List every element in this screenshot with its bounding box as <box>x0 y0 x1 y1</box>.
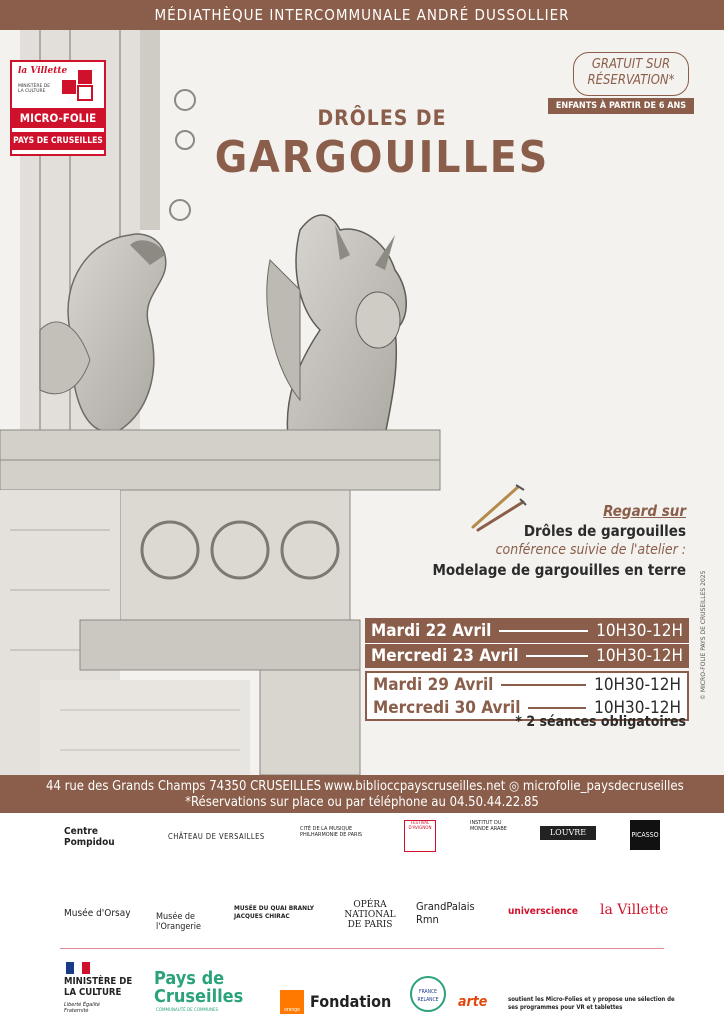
cruseilles-logo: Cruseilles <box>154 986 244 1007</box>
partner-universcience: universcience <box>508 906 579 917</box>
partner-grandpalais: GrandPalais Rmn <box>416 900 475 926</box>
schedule-time: 10H30-12H <box>596 646 683 666</box>
regard-label: Regard sur <box>603 502 686 520</box>
instagram-label: microfolie_paysdecruseilles <box>522 779 684 794</box>
info-bar <box>0 775 724 813</box>
france-flag-icon <box>66 962 90 974</box>
instagram-handle[interactable] <box>509 779 684 794</box>
header-title: MÉDIATHÈQUE INTERCOMMUNALE ANDRÉ DUSSOLLIER <box>154 6 570 24</box>
arte-support-text: soutient les Micro-Folies et y propose une sélection de ses programmes pour VR et tablettes <box>508 996 675 1011</box>
header-bar <box>0 0 724 30</box>
schedule-row <box>365 618 689 643</box>
ministry-culture-logo: MINISTÈRE DE LA CULTURE <box>64 976 133 998</box>
title-line1: DRÔLES DE <box>317 106 447 130</box>
poster-area <box>0 30 724 775</box>
schedule-day: Mardi 29 Avril <box>373 674 494 695</box>
website-link[interactable]: www.biblioccpayscruseilles.net <box>324 779 506 794</box>
event-name: Drôles de gargouilles <box>523 522 686 540</box>
instagram-icon: ◎ <box>509 779 523 794</box>
address: 44 rue des Grands Champs 74350 CRUSEILLES <box>46 779 322 794</box>
schedule-row <box>365 671 689 696</box>
arte-logo: arte <box>458 994 488 1010</box>
schedule-time: 10H30-12H <box>594 697 681 718</box>
schedule-table <box>365 618 689 721</box>
pays-de-logo: Pays de <box>154 968 225 989</box>
ministry-motto: Liberté Égalité Fraternité <box>64 1002 100 1014</box>
badge-line2: RÉSERVATION* <box>587 73 675 88</box>
pays-subtitle: COMMUNAUTÉ DE COMMUNES <box>156 1008 219 1013</box>
partner-versailles: CHÂTEAU DE VERSAILLES <box>168 832 265 841</box>
schedule-day: Mercredi 30 Avril <box>373 697 521 718</box>
partner-philharmonie: CITÉ DE LA MUSIQUE PHILHARMONIE DE PARIS <box>300 826 363 838</box>
lavillette-logo-text: la Villette <box>18 66 68 76</box>
event-description <box>432 502 686 579</box>
title-line2: GARGOUILLES <box>214 132 550 183</box>
partner-orangerie: Musée de l'Orangerie <box>156 912 201 932</box>
partner-quai-branly: MUSÉE DU QUAI BRANLY JACQUES CHIRAC <box>234 904 315 920</box>
workshop-name: Modelage de gargouilles en terre <box>432 561 686 579</box>
schedule-day: Mercredi 23 Avril <box>371 646 519 666</box>
copyright-credit: © MICRO-FOLIE PAYS DE CRUSEILLES 2025 <box>700 570 707 700</box>
microfolie-label: MICRO-FOLIE <box>12 108 104 128</box>
partner-avignon: FESTIVAL D'AVIGNON <box>404 820 436 852</box>
partner-picasso: PICASSO <box>630 820 660 850</box>
ministry-logo-text: MINISTÈRE DE LA CULTURE <box>18 84 51 94</box>
free-reservation-badge <box>573 52 689 96</box>
schedule-row <box>365 643 689 668</box>
schedule-time: 10H30-12H <box>594 674 681 695</box>
partner-louvre: LOUVRE <box>540 826 596 840</box>
orange-logo: orange <box>280 990 304 1014</box>
schedule-day: Mardi 22 Avril <box>371 620 492 641</box>
sessions-note: * 2 séances obligatoires <box>515 714 686 730</box>
france-relance-logo: FRANCE RELANCE <box>410 976 446 1012</box>
partner-opera: OPÉRA NATIONAL DE PARIS <box>344 900 396 930</box>
partner-orsay: Musée d'Orsay <box>64 908 131 919</box>
cubes-icon <box>60 66 98 102</box>
event-subtitle: conférence suivie de l'atelier : <box>495 542 686 558</box>
partner-lavillette: la Villette <box>600 902 669 918</box>
partners-divider <box>60 948 664 949</box>
fondation-label: Fondation <box>310 992 392 1011</box>
pays-cruseilles-label: PAYS DE CRUSEILLES <box>12 132 104 150</box>
reservation-info: *Réservations sur place ou par téléphone au 04.50.44.22.85 <box>185 795 539 810</box>
partner-centre-pompidou: Centre Pompidou <box>64 826 115 848</box>
age-badge: ENFANTS À PARTIR DE 6 ANS <box>548 98 694 114</box>
badge-line1: GRATUIT SUR <box>591 57 671 72</box>
partner-ima: INSTITUT DU MONDE ARABE <box>470 820 507 832</box>
schedule-time: 10H30-12H <box>596 620 683 641</box>
